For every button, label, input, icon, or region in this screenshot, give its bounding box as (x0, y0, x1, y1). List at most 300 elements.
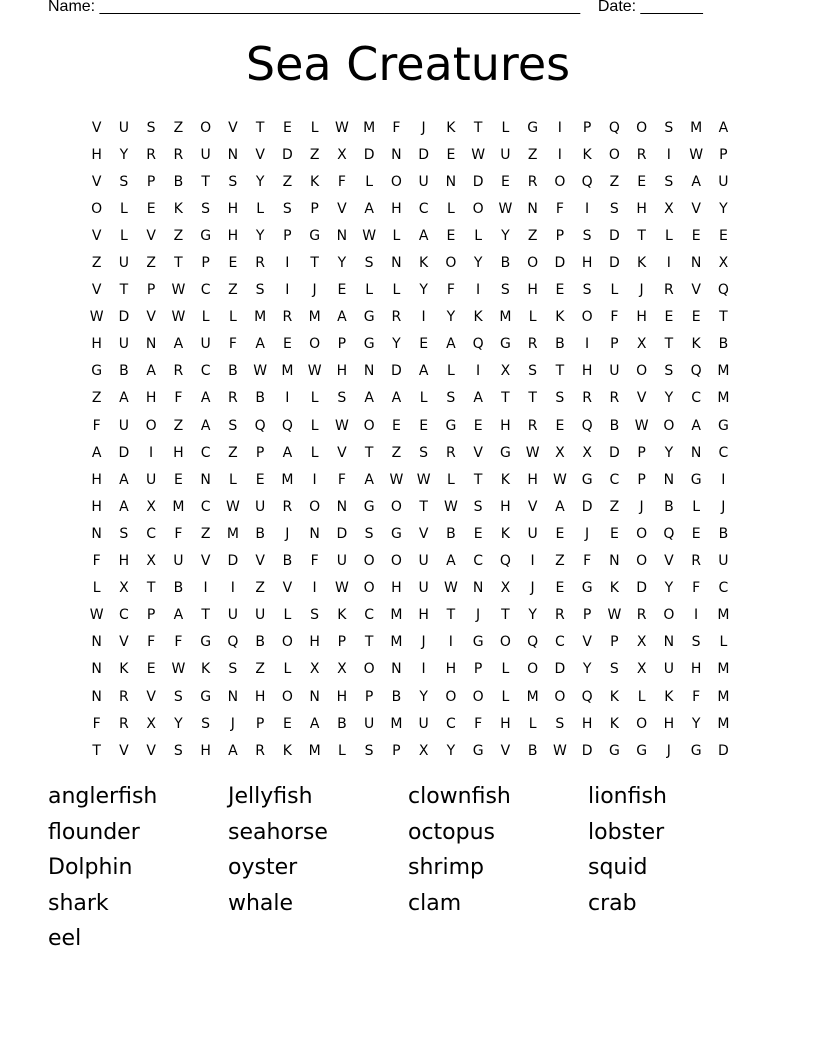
grid-letter: Z (228, 444, 238, 461)
grid-letter: S (119, 173, 129, 190)
grid-row (83, 141, 737, 168)
grid-letter: T (119, 282, 129, 299)
grid-letter: G (91, 363, 103, 380)
grid-letter: L (528, 309, 537, 326)
grid-letter: Z (173, 119, 184, 136)
grid-letter: B (718, 525, 729, 542)
grid-letter: X (664, 200, 674, 217)
grid-letter: V (255, 146, 265, 163)
grid-letter: Y (719, 200, 728, 217)
grid-row (83, 439, 737, 466)
grid-letter: G (581, 471, 593, 488)
grid-letter: N (227, 688, 239, 705)
grid-letter: L (692, 498, 701, 515)
grid-letter: E (337, 282, 347, 299)
grid-row (83, 222, 737, 249)
grid-letter: F (583, 553, 592, 570)
grid-letter: T (201, 173, 210, 190)
grid-letter: U (146, 471, 157, 488)
grid-letter: O (281, 634, 293, 651)
grid-letter: L (637, 688, 646, 705)
grid-letter: H (636, 200, 647, 217)
grid-letter: E (609, 525, 619, 542)
grid-letter: Q (499, 553, 511, 570)
grid-letter: U (718, 553, 729, 570)
grid-letter: Z (527, 227, 538, 244)
grid-letter: M (308, 742, 321, 759)
grid-letter: Y (528, 607, 537, 624)
grid-letter: O (472, 688, 484, 705)
grid-letter: X (309, 661, 320, 678)
grid-letter: H (581, 363, 593, 380)
grid-letter: G (472, 634, 484, 651)
grid-letter: I (557, 119, 562, 136)
grid-letter: U (500, 146, 511, 163)
grid-letter: S (500, 282, 510, 299)
grid-letter: W (307, 363, 322, 380)
grid-row (83, 358, 737, 385)
grid-letter: F (392, 119, 401, 136)
grid-letter: Y (664, 580, 674, 597)
grid-letter: F (174, 390, 183, 407)
grid-letter: K (637, 255, 647, 272)
grid-letter: N (91, 634, 102, 651)
grid-letter: O (145, 417, 157, 434)
grid-letter: G (200, 634, 212, 651)
grid-letter: V (282, 580, 293, 597)
grid-letter: C (473, 553, 484, 570)
grid-letter: J (285, 525, 290, 542)
grid-letter: U (200, 146, 211, 163)
word-bank-item: anglerfish (48, 784, 158, 809)
grid-letter: D (581, 742, 593, 759)
grid-letter: S (664, 363, 674, 380)
grid-letter: W (334, 417, 349, 434)
grid-letter: T (555, 363, 565, 380)
grid-letter: Q (690, 363, 702, 380)
grid-letter: X (555, 444, 565, 461)
grid-letter: P (610, 634, 619, 651)
grid-letter: L (446, 200, 455, 217)
grid-letter: W (334, 119, 349, 136)
word-bank-item: octopus (408, 819, 496, 845)
grid-row (83, 548, 737, 575)
grid-letter: R (255, 742, 265, 759)
grid-letter: A (691, 173, 701, 190)
grid-letter: X (337, 146, 347, 163)
grid-letter: C (200, 444, 211, 461)
grid-letter: T (364, 634, 374, 651)
grid-letter: T (174, 255, 183, 272)
grid-letter: W (552, 471, 567, 488)
grid-letter: Z (391, 444, 402, 461)
grid-letter: X (119, 580, 129, 597)
grid-letter: H (91, 498, 102, 515)
grid-letter: H (145, 390, 157, 407)
grid-letter: Q (717, 282, 729, 299)
grid-letter: A (119, 471, 129, 488)
grid-letter: Z (282, 173, 293, 190)
grid-letter: P (392, 742, 401, 759)
grid-letter: Q (581, 688, 593, 705)
grid-letter: P (255, 444, 265, 461)
grid-letter: D (390, 363, 402, 380)
grid-letter: N (391, 255, 402, 272)
grid-letter: V (146, 742, 156, 759)
grid-letter: M (390, 634, 403, 651)
grid-letter: S (609, 661, 619, 678)
grid-letter: U (418, 580, 429, 597)
grid-letter: W (416, 471, 431, 488)
grid-letter: A (364, 390, 374, 407)
grid-letter: E (500, 173, 510, 190)
grid-letter: J (476, 607, 481, 624)
grid-letter: G (690, 742, 702, 759)
grid-letter: P (201, 255, 210, 272)
grid-letter: F (228, 336, 237, 353)
grid-letter: R (527, 173, 538, 190)
name-date-line: Name: ______________________________________________________ Date: _______ (48, 0, 703, 15)
grid-letter: D (554, 255, 566, 272)
grid-letter: Y (419, 688, 428, 705)
grid-letter: R (609, 390, 620, 407)
grid-letter: L (392, 227, 401, 244)
grid-row (83, 656, 737, 683)
grid-letter: P (337, 634, 347, 651)
grid-letter: O (390, 553, 402, 570)
grid-letter: C (118, 607, 129, 624)
grid-letter: K (500, 525, 510, 542)
grid-letter: O (499, 634, 511, 651)
grid-letter: S (282, 200, 292, 217)
grid-letter: I (530, 553, 535, 570)
grid-letter: O (363, 580, 375, 597)
grid-letter: L (283, 661, 292, 678)
grid-letter: X (718, 255, 729, 272)
grid-letter: V (119, 742, 129, 759)
grid-letter: B (255, 634, 265, 651)
grid-letter: M (717, 688, 730, 705)
grid-letter: D (554, 661, 566, 678)
grid-letter: Y (255, 173, 265, 190)
grid-letter: A (200, 390, 211, 407)
grid-letter: R (119, 688, 129, 705)
grid-letter: A (337, 309, 347, 326)
grid-letter: U (118, 336, 129, 353)
grid-letter: S (173, 742, 183, 759)
grid-letter: H (527, 471, 538, 488)
grid-letter: F (610, 309, 619, 326)
grid-row (83, 575, 737, 602)
grid-row (83, 520, 737, 547)
grid-letter: I (285, 390, 290, 407)
grid-letter: A (173, 336, 184, 353)
grid-letter: N (145, 336, 157, 353)
grid-row (83, 466, 737, 493)
grid-letter: I (448, 634, 453, 651)
grid-letter: D (636, 580, 648, 597)
grid-letter: G (363, 498, 375, 515)
grid-letter: G (200, 227, 212, 244)
grid-letter: C (146, 525, 157, 542)
grid-letter: O (363, 417, 375, 434)
grid-letter: E (146, 200, 156, 217)
grid-letter: R (527, 417, 538, 434)
grid-letter: N (527, 200, 538, 217)
grid-letter: N (391, 661, 402, 678)
grid-letter: R (691, 553, 701, 570)
grid-letter: Y (119, 146, 129, 163)
grid-letter: W (89, 309, 104, 326)
grid-letter: M (226, 525, 239, 542)
grid-letter: H (445, 661, 457, 678)
grid-letter: Z (555, 553, 565, 570)
grid-letter: U (527, 525, 538, 542)
grid-letter: Q (527, 634, 539, 651)
grid-letter: T (201, 607, 210, 624)
grid-letter: U (718, 173, 729, 190)
grid-letter: Z (527, 146, 538, 163)
grid-letter: P (582, 607, 592, 624)
grid-letter: U (418, 173, 429, 190)
grid-letter: X (500, 580, 511, 597)
grid-letter: K (473, 309, 483, 326)
grid-letter: Z (173, 417, 184, 434)
grid-letter: C (200, 363, 211, 380)
grid-letter: E (282, 336, 292, 353)
grid-row (83, 710, 737, 737)
word-bank-item: flounder (48, 819, 140, 845)
grid-letter: E (555, 417, 565, 434)
grid-letter: G (608, 742, 620, 759)
grid-letter: P (146, 282, 156, 299)
grid-letter: A (391, 390, 402, 407)
grid-letter: S (146, 119, 156, 136)
grid-letter: Z (200, 525, 211, 542)
grid-letter: N (336, 498, 348, 515)
grid-letter: J (721, 498, 726, 515)
grid-letter: U (336, 553, 347, 570)
grid-letter: C (691, 390, 702, 407)
grid-letter: D (227, 553, 239, 570)
grid-letter: P (719, 146, 728, 163)
grid-letter: Y (392, 336, 401, 353)
grid-letter: U (118, 417, 129, 434)
grid-letter: I (285, 282, 290, 299)
grid-letter: B (119, 363, 129, 380)
grid-letter: B (664, 498, 674, 515)
grid-letter: B (173, 173, 184, 190)
grid-letter: Z (255, 661, 265, 678)
grid-letter: G (527, 119, 539, 136)
grid-letter: S (364, 742, 374, 759)
grid-letter: Z (255, 580, 265, 597)
grid-letter: W (471, 146, 486, 163)
grid-letter: W (525, 444, 540, 461)
grid-letter: E (146, 661, 156, 678)
grid-letter: L (310, 417, 319, 434)
grid-letter: J (666, 742, 671, 759)
grid-letter: W (89, 607, 104, 624)
grid-letter: R (664, 282, 674, 299)
grid-letter: S (201, 715, 211, 732)
word-bank (48, 779, 768, 957)
grid-letter: A (555, 498, 565, 515)
grid-letter: Z (146, 255, 156, 272)
grid-letter: L (365, 173, 374, 190)
grid-letter: W (171, 309, 186, 326)
grid-letter: O (309, 498, 321, 515)
grid-letter: Z (91, 255, 102, 272)
grid-letter: G (636, 742, 648, 759)
grid-letter: U (118, 255, 129, 272)
grid-letter: I (285, 255, 290, 272)
grid-letter: H (227, 200, 239, 217)
grid-letter: A (255, 336, 265, 353)
grid-letter: S (664, 119, 674, 136)
grid-letter: O (472, 200, 484, 217)
grid-letter: J (421, 119, 426, 136)
grid-letter: I (312, 580, 317, 597)
word-bank-item: clownfish (408, 784, 511, 809)
grid-letter: L (501, 661, 510, 678)
grid-letter: S (446, 390, 456, 407)
grid-row (83, 168, 737, 195)
grid-letter: N (663, 471, 675, 488)
grid-letter: H (581, 255, 593, 272)
grid-letter: C (200, 282, 211, 299)
word-bank-item: shark (48, 890, 109, 916)
grid-letter: I (585, 336, 590, 353)
grid-letter: Z (91, 390, 102, 407)
grid-letter: X (500, 363, 511, 380)
grid-letter: R (527, 336, 538, 353)
grid-letter: M (281, 471, 294, 488)
grid-letter: B (391, 688, 402, 705)
grid-letter: F (310, 553, 319, 570)
grid-letter: L (256, 200, 265, 217)
grid-letter: C (718, 580, 729, 597)
grid-letter: E (637, 173, 647, 190)
grid-letter: Q (227, 634, 239, 651)
grid-letter: M (717, 715, 730, 732)
grid-letter: A (119, 498, 129, 515)
grid-letter: A (119, 390, 129, 407)
grid-letter: S (201, 200, 211, 217)
grid-letter: U (255, 498, 266, 515)
grid-letter: J (230, 715, 235, 732)
grid-letter: Y (337, 255, 347, 272)
grid-letter: M (390, 715, 403, 732)
grid-letter: Q (608, 119, 620, 136)
grid-letter: B (255, 390, 265, 407)
grid-letter: A (146, 363, 156, 380)
word-bank-item: oyster (228, 855, 298, 880)
grid-letter: V (691, 282, 701, 299)
grid-letter: I (476, 363, 481, 380)
grid-letter: P (637, 471, 646, 488)
grid-letter: P (255, 715, 265, 732)
grid-row (83, 737, 737, 764)
grid-letter: Q (281, 417, 293, 434)
grid-letter: M (717, 363, 730, 380)
grid-letter: M (717, 661, 730, 678)
grid-letter: S (528, 363, 538, 380)
grid-letter: A (91, 444, 102, 461)
grid-letter: C (445, 715, 456, 732)
grid-letter: T (501, 607, 510, 624)
grid-letter: O (309, 336, 321, 353)
grid-letter: Q (581, 417, 593, 434)
grid-letter: R (119, 715, 129, 732)
grid-letter: R (636, 146, 647, 163)
grid-letter: T (446, 607, 456, 624)
grid-letter: A (446, 336, 456, 353)
grid-letter: E (255, 471, 265, 488)
grid-letter: F (337, 173, 346, 190)
grid-letter: J (639, 498, 644, 515)
grid-letter: W (689, 146, 704, 163)
grid-letter: Y (446, 742, 456, 759)
grid-letter: M (308, 309, 321, 326)
grid-row (83, 629, 737, 656)
grid-letter: R (228, 390, 238, 407)
grid-letter: S (228, 661, 238, 678)
grid-letter: X (146, 553, 156, 570)
grid-letter: O (363, 661, 375, 678)
grid-letter: N (309, 525, 320, 542)
grid-letter: V (91, 119, 102, 136)
grid-letter: H (173, 444, 184, 461)
grid-row (83, 683, 737, 710)
grid-letter: R (173, 363, 184, 380)
grid-letter: H (500, 715, 511, 732)
grid-letter: S (664, 173, 674, 190)
grid-letter: A (200, 417, 211, 434)
grid-letter: A (173, 607, 184, 624)
grid-letter: P (283, 227, 292, 244)
grid-letter: G (690, 471, 702, 488)
grid-letter: K (609, 715, 619, 732)
grid-letter: G (363, 309, 375, 326)
grid-letter: W (171, 661, 186, 678)
grid-letter: X (582, 444, 592, 461)
grid-letter: L (310, 119, 319, 136)
grid-letter: L (419, 390, 428, 407)
grid-row (83, 493, 737, 520)
grid-letter: D (363, 146, 375, 163)
grid-letter: W (334, 580, 349, 597)
word-bank-item: clam (408, 890, 462, 916)
grid-letter: K (609, 688, 619, 705)
grid-letter: O (636, 363, 648, 380)
grid-letter: R (173, 146, 184, 163)
grid-letter: O (445, 255, 457, 272)
grid-letter: S (473, 498, 483, 515)
grid-letter: O (636, 119, 648, 136)
grid-letter: B (555, 336, 565, 353)
grid-letter: V (119, 634, 129, 651)
grid-letter: E (473, 417, 483, 434)
grid-letter: S (582, 227, 592, 244)
grid-letter: D (281, 146, 293, 163)
grid-letter: H (391, 580, 402, 597)
grid-letter: X (636, 634, 647, 651)
grid-letter: H (690, 661, 702, 678)
grid-letter: U (663, 661, 674, 678)
grid-row (83, 195, 737, 222)
grid-letter: R (391, 309, 402, 326)
